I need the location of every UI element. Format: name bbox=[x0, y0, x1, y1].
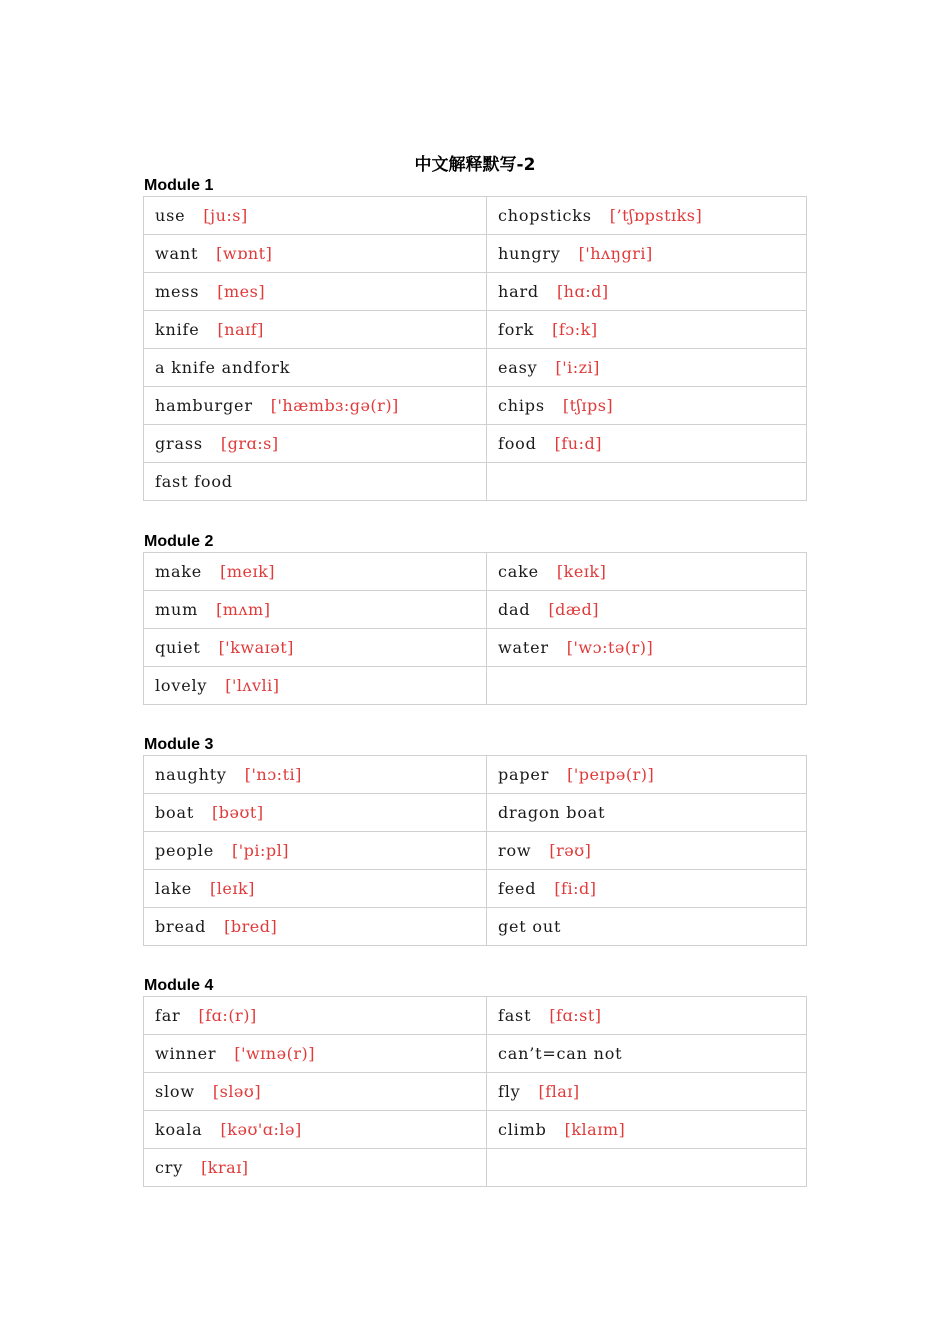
vocab-cell bbox=[487, 1035, 807, 1073]
vocab-cell bbox=[144, 197, 487, 235]
vocab-word: paper bbox=[498, 765, 550, 784]
vocab-table bbox=[143, 552, 807, 705]
vocab-word: water bbox=[498, 638, 549, 657]
vocab-cell bbox=[487, 197, 807, 235]
phonetic-transcription: [tʃɪps] bbox=[562, 396, 614, 415]
vocab-cell bbox=[487, 832, 807, 870]
table-row bbox=[144, 794, 807, 832]
vocab-word: quiet bbox=[155, 638, 201, 657]
vocab-word: fly bbox=[498, 1082, 521, 1101]
vocab-word: climb bbox=[498, 1120, 547, 1139]
vocab-word: dad bbox=[498, 600, 531, 619]
phonetic-transcription: ['wɔ:tə(r)] bbox=[566, 638, 654, 657]
table-row bbox=[144, 349, 807, 387]
vocab-cell bbox=[487, 667, 807, 705]
module-heading: Module 3 bbox=[144, 736, 214, 753]
phonetic-transcription: [naɪf] bbox=[217, 320, 264, 339]
phonetic-transcription: [rəʊ] bbox=[549, 841, 592, 860]
phonetic-transcription: [flaɪ] bbox=[538, 1082, 580, 1101]
vocab-cell bbox=[144, 997, 487, 1035]
vocab-word: winner bbox=[155, 1044, 217, 1063]
phonetic-transcription: [dæd] bbox=[548, 600, 599, 619]
phonetic-transcription: ['pi:pl] bbox=[231, 841, 289, 860]
vocab-cell bbox=[487, 870, 807, 908]
vocab-cell bbox=[144, 1111, 487, 1149]
vocab-cell bbox=[144, 387, 487, 425]
table-row bbox=[144, 463, 807, 501]
phonetic-transcription: [hɑ:d] bbox=[556, 282, 609, 301]
vocab-word: hard bbox=[498, 282, 539, 301]
vocab-word: cake bbox=[498, 562, 539, 581]
vocab-cell bbox=[487, 997, 807, 1035]
table-row bbox=[144, 908, 807, 946]
phonetic-transcription: [fu:d] bbox=[554, 434, 602, 453]
vocab-word: naughty bbox=[155, 765, 227, 784]
module-section bbox=[143, 976, 807, 1187]
phonetic-transcription: [mes] bbox=[217, 282, 266, 301]
table-row bbox=[144, 197, 807, 235]
phonetic-transcription: [fɔ:k] bbox=[552, 320, 598, 339]
phonetic-transcription: ['hʌŋgri] bbox=[578, 244, 653, 263]
vocab-cell bbox=[487, 756, 807, 794]
vocab-word: mum bbox=[155, 600, 199, 619]
vocab-word: hamburger bbox=[155, 396, 253, 415]
vocab-cell bbox=[144, 832, 487, 870]
table-row bbox=[144, 425, 807, 463]
vocab-cell bbox=[487, 463, 807, 501]
vocab-cell bbox=[144, 870, 487, 908]
page-title: 中文解释默写-2 bbox=[414, 155, 536, 175]
vocab-cell bbox=[487, 273, 807, 311]
table-row bbox=[144, 1149, 807, 1187]
vocab-table bbox=[143, 755, 807, 946]
phonetic-transcription: [kəʊ'ɑ:lə] bbox=[220, 1120, 302, 1139]
table-row bbox=[144, 553, 807, 591]
vocab-cell bbox=[144, 667, 487, 705]
phonetic-transcription: ['peɪpə(r)] bbox=[567, 765, 655, 784]
vocab-cell bbox=[144, 553, 487, 591]
table-row bbox=[144, 1035, 807, 1073]
vocab-word: knife bbox=[155, 320, 200, 339]
table-row bbox=[144, 997, 807, 1035]
vocab-cell bbox=[144, 1035, 487, 1073]
vocab-word: mess bbox=[155, 282, 200, 301]
vocab-word: chips bbox=[498, 396, 545, 415]
vocab-table bbox=[143, 996, 807, 1187]
table-row bbox=[144, 235, 807, 273]
phonetic-transcription: [grɑ:s] bbox=[220, 434, 279, 453]
vocab-cell bbox=[487, 629, 807, 667]
phonetic-transcription: [bred] bbox=[224, 917, 278, 936]
module-section bbox=[143, 532, 807, 705]
vocab-word: far bbox=[155, 1006, 181, 1025]
vocab-word: a knife andfork bbox=[155, 358, 291, 377]
table-row bbox=[144, 1111, 807, 1149]
phonetic-transcription: [leɪk] bbox=[210, 879, 255, 898]
phonetic-transcription: [meɪk] bbox=[220, 562, 276, 581]
vocab-word: lake bbox=[155, 879, 193, 898]
vocab-word: koala bbox=[155, 1120, 203, 1139]
phonetic-transcription: ['nɔ:ti] bbox=[244, 765, 302, 784]
phonetic-transcription: ['i:zi] bbox=[555, 358, 600, 377]
table-row bbox=[144, 591, 807, 629]
vocab-word: easy bbox=[498, 358, 538, 377]
vocab-word: get out bbox=[498, 917, 562, 936]
vocab-word: boat bbox=[155, 803, 195, 822]
vocab-cell bbox=[487, 425, 807, 463]
vocab-cell bbox=[144, 235, 487, 273]
table-row bbox=[144, 273, 807, 311]
vocab-word: chopsticks bbox=[498, 206, 592, 225]
phonetic-transcription: ['lʌvli] bbox=[225, 676, 280, 695]
phonetic-transcription: [mʌm] bbox=[216, 600, 271, 619]
phonetic-transcription: [fɑ:(r)] bbox=[198, 1006, 257, 1025]
vocab-word: can’t=can not bbox=[498, 1044, 623, 1063]
vocab-cell bbox=[144, 311, 487, 349]
vocab-cell bbox=[487, 1111, 807, 1149]
module-heading: Module 4 bbox=[144, 977, 214, 994]
vocab-cell bbox=[144, 591, 487, 629]
vocab-word: want bbox=[155, 244, 199, 263]
vocab-cell bbox=[144, 273, 487, 311]
vocab-word: dragon boat bbox=[498, 803, 606, 822]
vocab-cell bbox=[144, 629, 487, 667]
phonetic-transcription: [fɑ:st] bbox=[549, 1006, 602, 1025]
vocab-cell bbox=[144, 908, 487, 946]
vocab-word: people bbox=[155, 841, 214, 860]
phonetic-transcription: ['wɪnə(r)] bbox=[234, 1044, 315, 1063]
phonetic-transcription: [sləʊ] bbox=[212, 1082, 262, 1101]
table-row bbox=[144, 667, 807, 705]
vocab-word: lovely bbox=[155, 676, 208, 695]
vocab-cell bbox=[487, 908, 807, 946]
phonetic-transcription: [wɒnt] bbox=[216, 244, 273, 263]
vocab-word: use bbox=[155, 206, 186, 225]
phonetic-transcription: [’tʃɒpstɪks] bbox=[609, 206, 703, 225]
table-row bbox=[144, 870, 807, 908]
vocab-word: cry bbox=[155, 1158, 184, 1177]
vocab-word: grass bbox=[155, 434, 203, 453]
vocab-cell bbox=[144, 794, 487, 832]
table-row bbox=[144, 387, 807, 425]
phonetic-transcription: ['hæmbɜ:gə(r)] bbox=[270, 396, 399, 415]
table-row bbox=[144, 832, 807, 870]
vocab-cell bbox=[144, 349, 487, 387]
vocab-cell bbox=[487, 794, 807, 832]
vocab-cell bbox=[487, 311, 807, 349]
table-row bbox=[144, 311, 807, 349]
module-section bbox=[143, 735, 807, 946]
table-row bbox=[144, 756, 807, 794]
vocab-word: food bbox=[498, 434, 537, 453]
vocab-word: fork bbox=[498, 320, 535, 339]
vocab-word: slow bbox=[155, 1082, 195, 1101]
phonetic-transcription: [klaɪm] bbox=[564, 1120, 626, 1139]
phonetic-transcription: [bəʊt] bbox=[212, 803, 264, 822]
vocab-cell bbox=[144, 425, 487, 463]
vocab-table bbox=[143, 196, 807, 501]
phonetic-transcription: [ju:s] bbox=[203, 206, 248, 225]
vocab-word: row bbox=[498, 841, 532, 860]
module-section bbox=[143, 176, 807, 501]
vocab-cell bbox=[487, 1149, 807, 1187]
vocab-word: make bbox=[155, 562, 203, 581]
vocab-cell bbox=[487, 349, 807, 387]
phonetic-transcription: [kraɪ] bbox=[201, 1158, 249, 1177]
vocab-cell bbox=[144, 463, 487, 501]
vocab-cell bbox=[144, 1149, 487, 1187]
module-heading: Module 2 bbox=[144, 533, 214, 550]
vocab-cell bbox=[487, 387, 807, 425]
phonetic-transcription: [keɪk] bbox=[556, 562, 607, 581]
vocab-cell bbox=[144, 1073, 487, 1111]
table-row bbox=[144, 1073, 807, 1111]
vocab-word: hungry bbox=[498, 244, 561, 263]
vocab-cell bbox=[144, 756, 487, 794]
vocab-word: feed bbox=[498, 879, 537, 898]
vocab-cell bbox=[487, 591, 807, 629]
vocab-word: fast bbox=[498, 1006, 532, 1025]
vocab-cell bbox=[487, 1073, 807, 1111]
phonetic-transcription: [fi:d] bbox=[554, 879, 597, 898]
vocab-word: fast food bbox=[155, 472, 233, 491]
phonetic-transcription: ['kwaɪət] bbox=[218, 638, 294, 657]
vocab-cell bbox=[487, 553, 807, 591]
module-heading: Module 1 bbox=[144, 177, 214, 194]
table-row bbox=[144, 629, 807, 667]
vocab-word: bread bbox=[155, 917, 207, 936]
vocab-cell bbox=[487, 235, 807, 273]
